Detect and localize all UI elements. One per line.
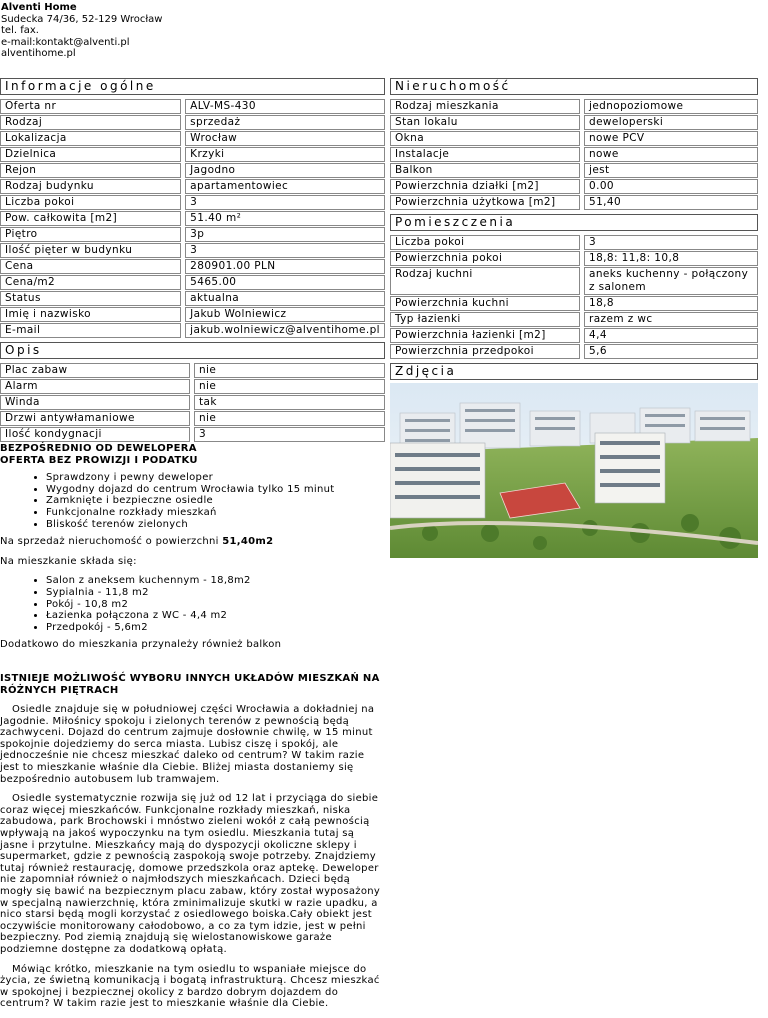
area-sentence: Na sprzedaż nieruchomość o powierzchni 51,40m2	[0, 536, 274, 548]
room-label: Powierzchnia kuchni	[390, 296, 580, 311]
description-features-table	[0, 362, 385, 443]
description-paragraph-3: Mówiąc krótko, mieszkanie na tym osiedlu to wspaniałe miejsce do życia, ze świetną komunikacją i bogatą infrastrukturą. Chcesz mieszkać w spokojnej i bezpiecznej okolicy z bardzo dobrym dojazdem do centrum? W takim razie jest to mieszkanie właśnie dla Ciebie.	[0, 963, 380, 1010]
general-info-label: Rejon	[0, 163, 181, 178]
general-info-value: 3	[185, 243, 385, 258]
description-paragraph-1: Osiedle znajduje się w południowej części Wrocławia a dokładniej na Jagodnie. Miłośnicy spokoju i zielonych terenów z pewnością będą zachwyceni. Dojazd do centrum zajmuje dosłownie chwilę, w 15 minut spokojnie dojedziemy do serca miasta. Lubisz ciszę i spokój, ale jednocześnie nie chcesz mieszkać daleko od centrum? W takim razie jest to mieszkanie właśnie dla Ciebie. Bliżej miasta dostaniemy się bezpośrednio autobusem lub tramwajem.	[0, 704, 375, 785]
headline-other-layouts: ISTNIEJE MOŻLIWOŚĆ WYBORU INNYCH UKŁADÓW MIESZKAŃ NA RÓŻNYCH PIĘTRACH	[0, 672, 380, 696]
property-photo-render	[390, 383, 758, 558]
general-info-label: Status	[0, 291, 181, 306]
general-info-value: Krzyki	[185, 147, 385, 162]
feature-label: Drzwi antywłamaniowe	[0, 411, 190, 426]
feature-bullet: • Sprawdzony i pewny deweloper	[46, 472, 385, 484]
description-heading: Opis	[0, 342, 385, 359]
room-row	[390, 296, 758, 311]
general-info-row	[0, 323, 385, 338]
general-info-label: Dzielnica	[0, 147, 181, 162]
property-heading: Nieruchomość	[390, 78, 758, 95]
headline-direct: BEZPOŚREDNIO OD DEWELOPERA	[0, 443, 197, 454]
room-row	[390, 235, 758, 250]
agency-address: Sudecka 74/36, 52-129 Wrocław	[1, 13, 163, 25]
agency-email: e-mail:kontakt@alventi.pl	[1, 36, 130, 48]
agency-info	[1, 2, 162, 60]
general-info-label: Rodzaj	[0, 115, 181, 130]
agency-phone: tel. fax.	[1, 25, 39, 37]
property-row	[390, 179, 758, 194]
feature-value: tak	[194, 395, 385, 410]
feature-value: 3	[194, 427, 385, 442]
room-bullet: • Salon z aneksem kuchennym - 18,8m2	[46, 575, 385, 587]
room-row	[390, 267, 758, 295]
general-info-row	[0, 275, 385, 290]
feature-label: Ilość kondygnacji	[0, 427, 190, 442]
general-info-label: Lokalizacja	[0, 131, 181, 146]
feature-bullet: • Wygodny dojazd do centrum Wrocławia tylko 15 minut	[46, 484, 385, 496]
general-info-row	[0, 211, 385, 226]
feature-bullet: • Funkcjonalne rozkłady mieszkań	[46, 507, 385, 519]
property-row	[390, 115, 758, 130]
general-info-value: Jakub Wolniewicz	[185, 307, 385, 322]
general-info-value: Jagodno	[185, 163, 385, 178]
room-row	[390, 328, 758, 343]
general-info-value: apartamentowiec	[185, 179, 385, 194]
general-info-row	[0, 163, 385, 178]
room-value: 3	[584, 235, 758, 250]
general-info-label: Cena/m2	[0, 275, 181, 290]
property-value: deweloperski	[584, 115, 758, 130]
room-label: Powierzchnia łazienki [m2]	[390, 328, 580, 343]
property-row	[390, 147, 758, 162]
general-info-label: Liczba pokoi	[0, 195, 181, 210]
general-info-row	[0, 291, 385, 306]
rooms-heading: Pomieszczenia	[390, 214, 758, 231]
description-paragraph-2: Osiedle systematycznie rozwija się już od 12 lat i przyciąga do siebie coraz więcej mieszkańców. Funkcjonalne rozkłady mieszkań, niska zabudowa, park Brochowski i mnóstwo zieleni wokół z całą pewnością wpływają na jakoś wypoczynku na tym osiedlu. Mieszkania tutaj są jasne i przytulne. Mieszkańcy mają do dyspozycji okoliczne sklepy i supermarket, gdzie z pewnością zaspokoją swoje potrzeby. Znajdziemy tutaj również restaurację, domowe przedszkola oraz aptekę. Deweloper nie zapomniał również o najmłodszych mieszkańcach. Dzieci będą mogły się bawić na bezpiecznym placu zabaw, który został wyposażony w specjalną nawierzchnię, która zminimalizuje skutki w razie upadku, a nico starsi będą mogli korzystać z osiedlowego boiska.Cały obiekt jest oczywiście monitorowany całodobowo, a co za tym idzie, jest w pełni bezpieczny. Pod ziemią znajdują się wielostanowiskowe garaże podziemne dostępne za dodatkową opłatą.	[0, 793, 381, 955]
property-row	[390, 99, 758, 114]
property-label: Stan lokalu	[390, 115, 580, 130]
room-label: Rodzaj kuchni	[390, 267, 580, 295]
general-info-value: 280901.00 PLN	[185, 259, 385, 274]
general-info-row	[0, 99, 385, 114]
general-info-row	[0, 243, 385, 258]
general-info-row	[0, 115, 385, 130]
property-value: nowe	[584, 147, 758, 162]
room-value: razem z wc	[584, 312, 758, 327]
property-label: Powierzchnia użytkowa [m2]	[390, 195, 580, 210]
property-table	[390, 98, 758, 211]
room-value: 18,8: 11,8: 10,8	[584, 251, 758, 266]
general-info-label: Rodzaj budynku	[0, 179, 181, 194]
general-info-row	[0, 259, 385, 274]
room-value: 5,6	[584, 344, 758, 359]
general-info-label: Piętro	[0, 227, 181, 242]
room-bullet: • Sypialnia - 11,8 m2	[46, 587, 385, 599]
room-bullet: • Pokój - 10,8 m2	[46, 599, 385, 611]
general-info-row	[0, 147, 385, 162]
general-info-label: Pow. całkowita [m2]	[0, 211, 181, 226]
property-label: Instalacje	[390, 147, 580, 162]
general-info-value: Wrocław	[185, 131, 385, 146]
right-column	[390, 78, 758, 558]
general-info-value: 5465.00	[185, 275, 385, 290]
feature-row	[0, 395, 385, 410]
room-label: Powierzchnia przedpokoi	[390, 344, 580, 359]
general-info-heading: Informacje ogólne	[0, 78, 385, 95]
general-info-value: 51.40 m²	[185, 211, 385, 226]
property-row	[390, 195, 758, 210]
general-info-value: ALV-MS-430	[185, 99, 385, 114]
general-info-row	[0, 307, 385, 322]
property-value: 0.00	[584, 179, 758, 194]
general-info-value: 3	[185, 195, 385, 210]
feature-bullet-list	[0, 472, 385, 530]
consists-label: Na mieszkanie składa się:	[0, 555, 137, 567]
general-info-row	[0, 179, 385, 194]
property-value: nowe PCV	[584, 131, 758, 146]
property-value: jednopoziomowe	[584, 99, 758, 114]
property-label: Okna	[390, 131, 580, 146]
feature-row	[0, 363, 385, 378]
room-value: 18,8	[584, 296, 758, 311]
general-info-label: Cena	[0, 259, 181, 274]
general-info-row	[0, 195, 385, 210]
room-value: aneks kuchenny - połączony z salonem	[584, 267, 758, 295]
agency-website: alventihome.pl	[1, 48, 76, 60]
agency-name: Alventi Home	[1, 2, 77, 13]
feature-label: Winda	[0, 395, 190, 410]
property-row	[390, 131, 758, 146]
general-info-label: E-mail	[0, 323, 181, 338]
headline-no-commission: OFERTA BEZ PROWIZJI I PODATKU	[0, 454, 198, 466]
general-info-label: Oferta nr	[0, 99, 181, 114]
room-value: 4,4	[584, 328, 758, 343]
property-label: Rodzaj mieszkania	[390, 99, 580, 114]
room-bullet-list	[0, 575, 385, 633]
general-info-value: aktualna	[185, 291, 385, 306]
general-info-row	[0, 131, 385, 146]
property-label: Balkon	[390, 163, 580, 178]
property-value: jest	[584, 163, 758, 178]
property-row	[390, 163, 758, 178]
room-row	[390, 251, 758, 266]
feature-label: Plac zabaw	[0, 363, 190, 378]
room-row	[390, 312, 758, 327]
feature-label: Alarm	[0, 379, 190, 394]
general-info-label: Ilość pięter w budynku	[0, 243, 181, 258]
general-info-value: jakub.wolniewicz@alventihome.pl	[185, 323, 385, 338]
rooms-table	[390, 234, 758, 360]
general-info-label: Imię i nazwisko	[0, 307, 181, 322]
feature-value: nie	[194, 379, 385, 394]
left-column	[0, 78, 385, 1018]
room-bullet: • Łazienka połączona z WC - 4,4 m2	[46, 610, 385, 622]
room-bullet: • Przedpokój - 5,6m2	[46, 622, 385, 634]
general-info-value: 3p	[185, 227, 385, 242]
feature-row	[0, 411, 385, 426]
photos-heading: Zdjęcia	[390, 363, 758, 380]
room-label: Powierzchnia pokoi	[390, 251, 580, 266]
feature-value: nie	[194, 363, 385, 378]
general-info-value: sprzedaż	[185, 115, 385, 130]
feature-row	[0, 427, 385, 442]
feature-bullet: • Bliskość terenów zielonych	[46, 519, 385, 531]
feature-bullet: • Zamknięte i bezpieczne osiedle	[46, 495, 385, 507]
feature-value: nie	[194, 411, 385, 426]
property-photo[interactable]	[390, 383, 758, 558]
balcony-note: Dodatkowo do mieszkania przynależy również balkon	[0, 639, 282, 651]
property-label: Powierzchnia działki [m2]	[390, 179, 580, 194]
room-label: Typ łazienki	[390, 312, 580, 327]
area-value: 51,40m2	[222, 536, 274, 548]
room-row	[390, 344, 758, 359]
general-info-table	[0, 98, 385, 339]
description-text	[0, 443, 385, 1010]
feature-row	[0, 379, 385, 394]
general-info-row	[0, 227, 385, 242]
room-label: Liczba pokoi	[390, 235, 580, 250]
property-value: 51,40	[584, 195, 758, 210]
